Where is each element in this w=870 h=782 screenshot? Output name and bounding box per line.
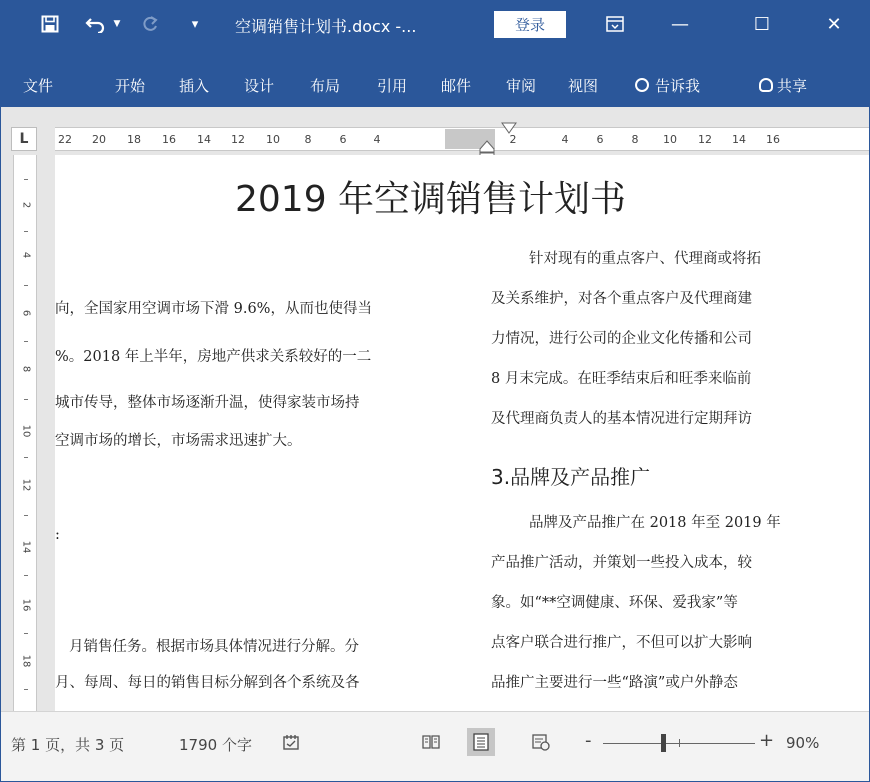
close-button[interactable]: ✕ — [826, 13, 842, 35]
ruler-number: 6 — [596, 133, 604, 146]
maximize-button[interactable]: ☐ — [753, 13, 771, 35]
ruler-number: 14 — [732, 133, 746, 146]
vertical-ruler[interactable] — [13, 155, 37, 711]
body-text-line: 8 月末完成。在旺季结束后和旺季来临前 — [491, 371, 752, 387]
zoom-100-mark — [679, 739, 680, 747]
zoom-in-button[interactable]: + — [759, 730, 775, 751]
vruler-number: 6 — [20, 309, 32, 317]
ruler-number: 10 — [266, 133, 280, 146]
zoom-out-button[interactable]: - — [585, 730, 592, 751]
body-text-line: 品牌及产品推广在 2018 年至 2019 年 — [529, 515, 781, 531]
body-text-line: 产品推广活动，并策划一些投入成本，较 — [491, 555, 752, 571]
body-text-line: 点客户联合进行推广，不但可以扩大影响 — [491, 635, 752, 651]
tab-mailings[interactable]: 邮件 — [441, 77, 472, 95]
redo-icon — [139, 12, 161, 36]
login-button[interactable]: 登录 — [494, 11, 566, 38]
title-bar — [1, 1, 869, 47]
body-text-line: 品推广主要进行一些“路演”或户外静态 — [491, 675, 738, 691]
body-text-line: 城市传导，整体市场逐渐升温，使得家装市场持 — [55, 395, 360, 411]
minimize-button[interactable]: — — [671, 13, 689, 35]
document-title: 空调销售计划书.docx -... — [235, 17, 417, 36]
body-text-line: 月销售任务。根据市场具体情况进行分解。分 — [69, 639, 359, 655]
web-layout-icon[interactable] — [527, 728, 555, 756]
first-line-indent-marker[interactable] — [501, 122, 517, 134]
body-text-line: 力情况，进行公司的企业文化传播和公司 — [491, 331, 752, 347]
undo-icon[interactable] — [83, 12, 109, 36]
ribbon-collapsed-strip — [1, 107, 869, 115]
lightbulb-search-icon — [635, 78, 649, 92]
tab-references[interactable]: 引用 — [377, 77, 408, 95]
body-text-line: 月、每周、每日的销售目标分解到各个系统及各 — [55, 675, 360, 691]
ribbon-tabs — [1, 47, 869, 111]
document-area[interactable] — [37, 155, 869, 711]
read-mode-icon[interactable] — [417, 728, 445, 756]
tab-design[interactable]: 设计 — [244, 77, 275, 95]
word-count[interactable]: 1790 个字 — [179, 736, 252, 754]
vruler-number: 16 — [20, 598, 32, 612]
vruler-number: 14 — [20, 540, 32, 554]
print-layout-icon[interactable] — [467, 728, 495, 756]
tab-file[interactable]: 文件 — [23, 77, 54, 95]
ruler-number: 12 — [698, 133, 712, 146]
vruler-number: 2 — [20, 201, 32, 209]
document-heading: 2019 年空调销售计划书 — [235, 179, 627, 220]
vruler-number: 18 — [20, 654, 32, 668]
tab-insert[interactable]: 插入 — [179, 77, 210, 95]
ruler-number: 16 — [766, 133, 780, 146]
ruler-number: 22 — [58, 133, 72, 146]
vruler-number: 4 — [20, 251, 32, 259]
proofing-icon[interactable] — [277, 728, 305, 756]
ruler-number: 8 — [631, 133, 639, 146]
tab-selector[interactable]: L — [11, 127, 37, 151]
document-page[interactable] — [55, 155, 869, 711]
vruler-number: 8 — [20, 365, 32, 373]
ruler-number: 18 — [127, 133, 141, 146]
body-text-line: 象。如“**空调健康、环保、爱我家”等 — [491, 595, 738, 611]
customize-quick-access-icon[interactable]: ▾ — [191, 16, 199, 32]
section-heading: 3.品牌及产品推广 — [491, 465, 651, 489]
person-icon — [759, 78, 773, 92]
tab-layout[interactable]: 布局 — [310, 77, 341, 95]
save-icon[interactable] — [37, 12, 63, 36]
zoom-slider-thumb[interactable] — [661, 734, 666, 752]
ruler-number: 20 — [92, 133, 106, 146]
ruler-number: 4 — [373, 133, 381, 146]
body-text-line: 及代理商负责人的基本情况进行定期拜访 — [491, 411, 752, 427]
tell-me-label: 告诉我 — [655, 77, 701, 95]
tab-view[interactable]: 视图 — [568, 77, 599, 95]
vruler-number: 12 — [20, 478, 32, 492]
horizontal-ruler[interactable] — [55, 127, 869, 151]
ruler-number: 8 — [304, 133, 312, 146]
ruler-number: 2 — [509, 133, 517, 146]
status-bar — [1, 711, 869, 781]
ruler-number: 6 — [339, 133, 347, 146]
vruler-number: 10 — [20, 424, 32, 438]
tell-me-search[interactable] — [635, 75, 700, 96]
ruler-number: 12 — [231, 133, 245, 146]
ruler-number: 4 — [561, 133, 569, 146]
body-text-line: %。2018 年上半年，房地产供求关系较好的一二 — [55, 349, 372, 365]
body-text-line: 及关系维护，对各个重点客户及代理商建 — [491, 291, 752, 307]
body-text-line: : — [55, 527, 60, 543]
body-text-line: 向，全国家用空调市场下滑 9.6%，从而也使得当 — [55, 301, 372, 317]
undo-dropdown-icon[interactable]: ▼ — [113, 19, 121, 29]
body-text-line: 空调市场的增长，市场需求迅速扩大。 — [55, 433, 302, 449]
tab-home[interactable]: 开始 — [115, 77, 146, 95]
zoom-level[interactable]: 90% — [786, 734, 820, 752]
tab-review[interactable]: 审阅 — [506, 77, 537, 95]
horizontal-ruler-row — [1, 115, 869, 155]
page-info[interactable]: 第 1 页，共 3 页 — [11, 736, 125, 754]
ruler-number: 14 — [197, 133, 211, 146]
ruler-number: 10 — [663, 133, 677, 146]
ribbon-display-options-icon[interactable] — [601, 12, 629, 36]
body-text-line: 针对现有的重点客户、代理商或将拓 — [529, 251, 761, 267]
share-button[interactable] — [759, 75, 807, 96]
ruler-number: 16 — [162, 133, 176, 146]
share-label: 共享 — [777, 77, 808, 95]
